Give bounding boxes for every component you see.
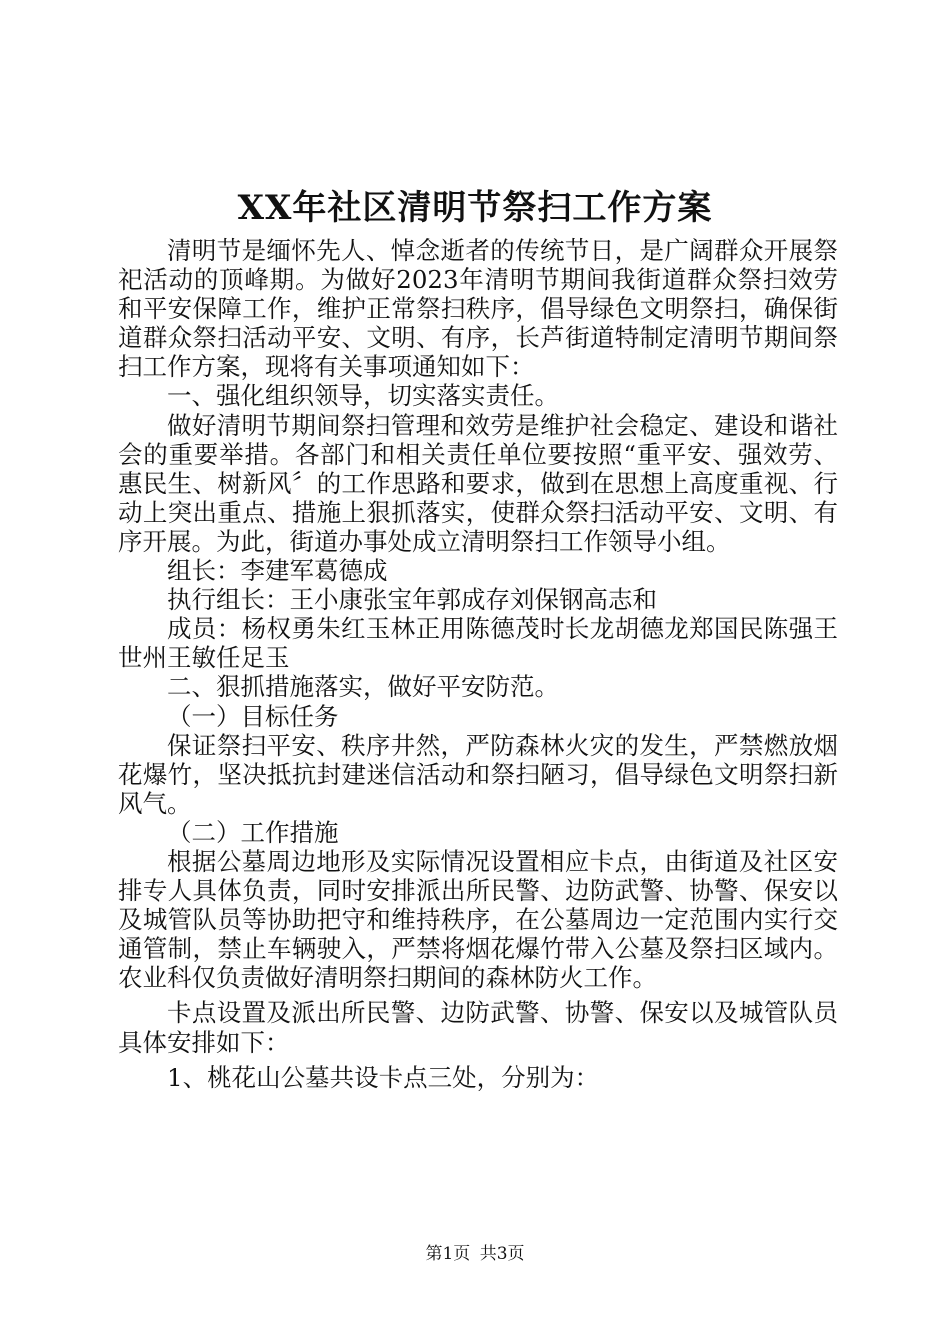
heading-section-1: 一、强化组织领导，切实落实责任。 — [167, 381, 559, 411]
members-line: 成员：杨权勇朱红玉林正用陈德茂时长龙胡德龙郑国民陈强王世州王敏任足玉 — [118, 614, 838, 673]
paragraph-checkpoint-list: 1、桃花山公墓共设卡点三处，分别为： — [167, 1062, 600, 1092]
paragraph-intro: 清明节是缅怀先人、悼念逝者的传统节日，是广阔群众开展祭祀活动的顶峰期。为做好2023年清明节期间我街道群众祭扫效劳和平安保障工作，维护正常祭扫秩序，倡导绿色文明祭扫，确保街道群众祭扫活动平安、文明、有序，长芦街道特制定清明节期间祭扫工作方案，现将有关事项通知如下： — [118, 236, 838, 382]
total-page-count: 共3页 — [479, 1244, 525, 1264]
paragraph-section-1: 做好清明节期间祭扫管理和效劳是维护社会稳定、建设和谐社会的重要举措。各部门和相关责任单位要按照“重平安、强效劳、惠民生、树新风〞的工作思路和要求，做到在思想上高度重视、行动上突出重点、措施上狠抓落实，使群众祭扫活动平安、文明、有序开展。为此，街道办事处成立清明祭扫工作领导小组。 — [118, 410, 838, 556]
paragraph-objectives: 保证祭扫平安、秩序井然，严防森林火灾的发生，严禁燃放烟花爆竹，坚决抵抗封建迷信活动和祭扫陋习，倡导绿色文明祭扫新风气。 — [118, 730, 838, 818]
subheading-measures: （二）工作措施 — [167, 817, 339, 847]
paragraph-checkpoint-arrangement: 卡点设置及派出所民警、边防武警、协警、保安以及城管队员具体安排如下： — [118, 998, 838, 1057]
document-title: XX年社区清明节祭扫工作方案 — [237, 188, 713, 228]
team-leader-line: 组长：李建军葛德成 — [167, 556, 388, 586]
heading-section-2: 二、狠抓措施落实，做好平安防范。 — [167, 672, 559, 702]
paragraph-measures: 根据公墓周边地形及实际情况设置相应卡点，由街道及社区安排专人具体负责，同时安排派出所民警、边防武警、协警、保安以及城管队员等协助把守和维持秩序，在公墓周边一定范围内实行交通管制，禁止车辆驶入，严禁将烟花爆竹带入公墓及祭扫区域内。农业科仅负责做好清明祭扫期间的森林防火工作。 — [118, 846, 838, 993]
page-footer — [0, 1243, 950, 1265]
current-page-number: 第1页 — [425, 1244, 471, 1264]
document-body — [118, 236, 838, 1092]
executive-leader-line: 执行组长：王小康张宝年郭成存刘保钢高志和 — [167, 585, 657, 615]
subheading-objectives: （一）目标任务 — [167, 701, 339, 731]
